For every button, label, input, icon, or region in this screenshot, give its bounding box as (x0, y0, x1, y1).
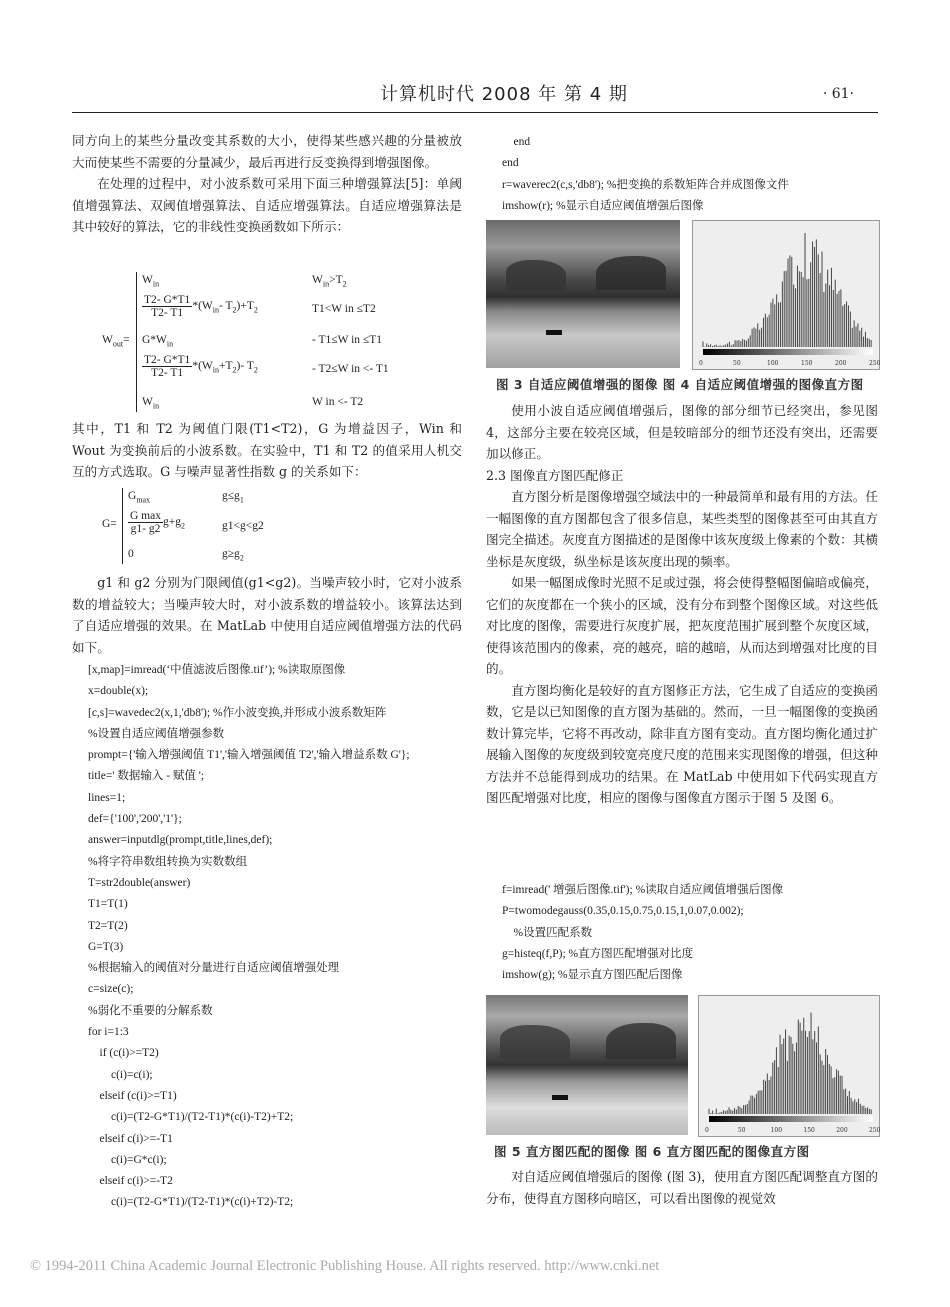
brace (122, 488, 123, 564)
formula-condition: $g\ge g_2$ (222, 548, 244, 563)
histogram-chart (693, 221, 879, 369)
code-line: title=' 数据输入 - 赋值 '; (88, 770, 205, 783)
formula-row: $\frac{T2- G*T1}{T2- T1}$ $*(W_{in}+T_2)-$ $T_2$ (144, 354, 258, 379)
code-line: [c,s]=wavedec2(x,1,'db8'); %作小波变换,并形成小波系数矩阵 (88, 706, 387, 719)
figure-caption: 图 5 直方图匹配的图像 图 6 直方图匹配的图像直方图 (494, 1144, 810, 1159)
code-line: [x,map]=imread(‘中值滤波后图像.tif’); %读取原图像 (88, 664, 346, 676)
code-line: c(i)=G*c(i); (88, 1153, 167, 1166)
paragraph: 如果一幅图成像时光照不足或过强，将会使得整幅图偏暗或偏亮，它们的灰度都在一个狭小的区域，没有分布到整个图像区域。对这些低对比度的图像，需要进行灰度扩展，把灰度范围扩展到整个灰度区域，使得该范围内的像素，亮的越亮，暗的越暗，从而达到增强对比度的目的。 (486, 575, 878, 676)
code-line: if (c(i)>=T2) (88, 1047, 159, 1060)
paragraph: 其中，T1 和 T2 为阈值门限(T1<T2)，G 为增益因子，Win 和 Wout 为变换前后的小波系数。在实验中，T1 和 T2 的值采用人机交互的方式选取。G 与噪声显著性指数 g 的关系如下： (72, 421, 462, 479)
code-line: lines=1; (88, 791, 126, 804)
code-line: for i=1:3 (88, 1026, 129, 1039)
axis-tick-label: 0 (705, 1127, 709, 1134)
paragraph: 使用小波自适应阈值增强后，图像的部分细节已经突出，参见图 4，这部分主要在较亮区域，但是较暗部分的细节还没有突出，还需要加以修正。 (486, 403, 878, 461)
code-line: elseif c(i)>=-T2 (88, 1175, 173, 1188)
code-line: c(i)=(T2-G*T1)/(T2-T1)*(c(i)+T2)-T2; (88, 1196, 294, 1209)
formula-row: $W_{in}$ (142, 274, 160, 289)
section-heading: 2.3 图像直方图匹配修正 (486, 467, 624, 483)
formula-row: $\frac{T2- G*T1}{T2- T1}$ $*(W_{in}-$ $T_2)+T_2$ (144, 294, 258, 319)
formula-wout (72, 270, 462, 418)
axis-tick-label: 200 (835, 360, 847, 367)
code-line: c(i)=c(i); (88, 1068, 153, 1081)
axis-tick-label: 150 (801, 360, 813, 367)
code-line: elseif (c(i)>=T1) (88, 1089, 177, 1102)
histogram-chart (699, 996, 879, 1136)
formula-condition: $W_{in}>T_2$ (312, 274, 347, 289)
axis-tick-label: 100 (767, 360, 779, 367)
code-line: def={'100','200','1'}; (88, 813, 182, 826)
formula-row: $G_{max}$ (128, 490, 151, 505)
code-line: answer=inputdlg(prompt,title,lines,def); (88, 834, 273, 847)
formula-row: $\frac{\text{G max}}{g1- g2}$ $g+g_2$ (130, 510, 185, 535)
brace (136, 272, 137, 412)
axis-tick-label: 200 (836, 1127, 848, 1134)
left-column (72, 130, 462, 238)
axis-tick-label: 50 (737, 1127, 746, 1134)
figure-4-histogram (692, 220, 880, 370)
right-column-end (486, 1166, 878, 1209)
code-line: elseif c(i)>=-T1 (88, 1132, 173, 1145)
axis-tick-label: 100 (770, 1127, 783, 1134)
paragraph: 对自适应阈值增强后的图像 (图 3)，使用直方图匹配调整直方图的分布，使得直方图移向暗区，可以看出图像的视觉效 (486, 1169, 878, 1206)
code-line: T2=T(2) (88, 919, 128, 932)
code-line: %根据输入的阈值对分量进行自适应阈值增强处理 (88, 962, 340, 975)
formula-condition: $g\le g_1$ (222, 490, 244, 505)
formula-row: 0 (128, 548, 134, 560)
axis-tick-label: 250 (869, 360, 881, 367)
paragraph: 直方图分析是图像增强空域法中的一种最简单和最有用的方法。任一幅图像的直方图都包含了很多信息，某些类型的图像甚至可由其直方图完全描述。灰度直方图描述的是图像中该灰度级上像素的个数：其横坐标是灰度级，纵坐标是该灰度出现的频率。 (486, 489, 878, 569)
code-line: end (502, 136, 531, 148)
code-line: end (502, 157, 519, 170)
code-line: imshow(g); %显示直方图匹配后图像 (502, 969, 683, 982)
formula-condition: - T2≤W in <- T1 (312, 363, 389, 375)
header-rule (72, 112, 878, 113)
code-block (502, 132, 882, 217)
code-line: %设置匹配系数 (502, 926, 593, 939)
code-line: r=waverec2(c,s,'db8'); %把变换的系数矩阵合并成图像文件 (502, 178, 789, 191)
formula-g (72, 486, 462, 568)
axis-tick-label: 0 (699, 360, 703, 367)
paragraph: 直方图均衡化是较好的直方图修正方法，它生成了自适应的变换函数，它是以已知图像的直方图为基础的。然而，一旦一幅图像的变换函数计算完毕，它将不再改动，除非直方图有变动。直方图均衡化通过扩展输入图像的灰度级到较宽亮度尺度的范围来实现图像的增强，但这种方法并不总能得到成功的结果。在 MatLab 中使用如下代码实现直方图匹配增强对比度，相应的图像与图像直方图示于图 5 及图 6。 (486, 682, 878, 805)
formula-row: $W_{in}$ (142, 396, 160, 411)
axis-tick-label: 150 (803, 1127, 815, 1134)
code-line: g=histeq(f,P); %直方图匹配增强对比度 (502, 947, 694, 960)
grayscale-bar (709, 1116, 873, 1122)
axis-tick-label: 50 (733, 360, 741, 367)
code-line: T=str2double(answer) (88, 876, 191, 889)
code-line: x=double(x); (88, 685, 149, 698)
formula-condition: W in <- T2 (312, 396, 364, 408)
paragraph: 在处理的过程中，对小波系数可采用下面三种增强算法[5]：单阈值增强算法、双阈值增强算法、自适应增强算法。自适应增强算法是其中较好的算法，它的非线性变换函数如下所示： (72, 176, 462, 234)
code-line: %将字符串数组转换为实数数组 (88, 855, 248, 868)
grayscale-bar (703, 349, 873, 355)
left-column-cont (72, 418, 462, 483)
figure-caption: 图 3 自适应阈值增强的图像 图 4 自适应阈值增强的图像直方图 (496, 377, 864, 392)
code-block (88, 660, 468, 1214)
copyright-footer: © 1994-2011 China Academic Journal Electronic Publishing House. All rights reserved. http://www.cnki.net (30, 1258, 660, 1274)
code-line: P=twomodegauss(0.35,0.15,0.75,0.15,1,0.07,0.002); (502, 905, 744, 918)
page-number: · 61· (822, 86, 854, 102)
code-line: G=T(3) (88, 940, 124, 953)
code-line: prompt={'输入增强阈值 T1','输入增强阈值 T2','输入增益系数 G'}; (88, 749, 410, 762)
running-header-title: 计算机时代 2008 年 第 4 期 (380, 84, 628, 105)
right-column (486, 400, 878, 809)
left-column-cont2 (72, 572, 462, 658)
axis-tick-label: 250 (869, 1127, 881, 1134)
paragraph: 同方向上的某些分量改变其系数的大小，使得某些感兴趣的分量被放大而使某些不需要的分量减少，最后再进行反变换得到增强图像。 (72, 133, 462, 170)
code-line: T1=T(1) (88, 898, 128, 911)
formula-condition: T1<W in ≤T2 (312, 303, 376, 315)
formula-lhs: $W_{out}=$ (102, 334, 130, 349)
paragraph: g1 和 g2 分别为门限阈值(g1<g2)。当噪声较小时，它对小波系数的增益较大；当噪声较大时，对小波系数的增益较小。该算法达到了自适应增强的效果。在 MatLab 中使用自适应阈值增强方法的代码如下。 (72, 575, 462, 655)
code-block (502, 880, 882, 986)
formula-row: $G*W_{in}$ (142, 334, 174, 349)
code-line: imshow(r); %显示自适应阈值增强后图像 (502, 199, 704, 212)
figure-5-image (486, 995, 688, 1135)
code-line: c=size(c); (88, 983, 134, 996)
code-line: %弱化不重要的分解系数 (88, 1004, 213, 1017)
code-line: f=imread(' 增强后图像.tif'); %读取自适应阈值增强后图像 (502, 884, 784, 896)
code-line: %设置自适应阈值增强参数 (88, 727, 225, 740)
figure-6-histogram (698, 995, 880, 1137)
formula-condition: - T1≤W in ≤T1 (312, 334, 383, 346)
figure-3-image (486, 220, 680, 368)
formula-condition: g1<g<g2 (222, 520, 264, 532)
formula-lhs: G= (102, 518, 117, 530)
code-line: c(i)=(T2-G*T1)/(T2-T1)*(c(i)-T2)+T2; (88, 1111, 294, 1124)
